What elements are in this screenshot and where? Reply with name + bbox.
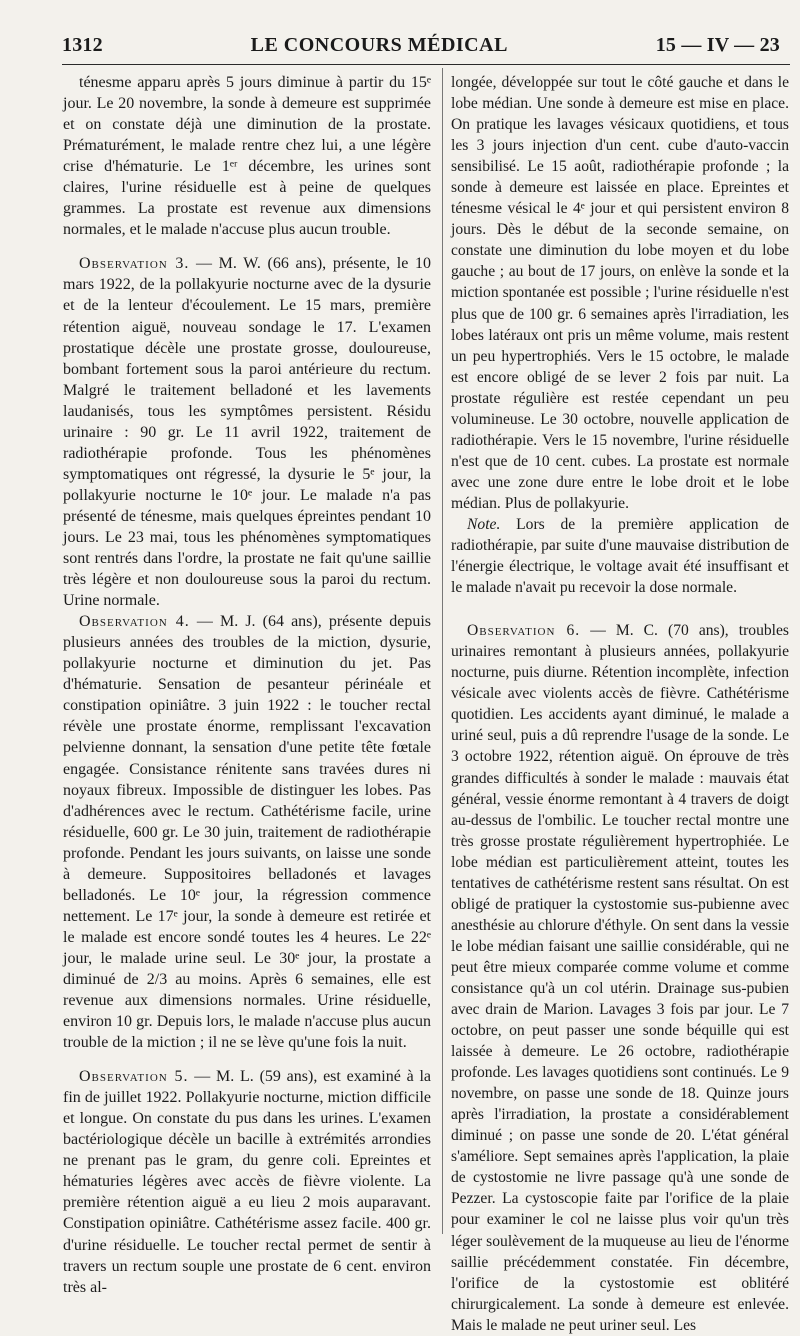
left-column <box>63 72 431 1298</box>
observation-4-label: Observation 4. <box>79 613 190 631</box>
journal-title: LE CONCOURS MÉDICAL <box>250 33 508 56</box>
observation-5-label: Observation 5. <box>79 1068 189 1086</box>
observation-6 <box>451 620 789 1336</box>
observation-5 <box>63 1066 431 1298</box>
observation-3-label: Observation 3. <box>79 255 190 273</box>
observation-4 <box>63 611 431 1053</box>
note-text: Lors de la première application de radiothérapie, par suite d'une mauvaise distribution de l'énergie électrique, le voltage avait été insuffisant et le malade n'avait pu recevoir la dose normale. <box>451 515 789 597</box>
observation-6-text: — M. C. (70 ans), troubles urinaires remontant à plusieurs années, pollakyurie nocturne, puis diurne. Rétention incomplète, infection vésicale avec violents accès de fièvre. Cathétérisme quotidien. Les accidents ayant diminué, le malade a uriné seul, puis a dû reprendre l'usage de la sonde. Le 3 octobre 1922, rétention aiguë. On éprouve de très grandes difficultés à sonder le malade : mauvais état général, vessie énorme remontant à 4 travers de doigt au-dessus de l'ombilic. Le toucher rectal montre une très grosse prostate régulièrement hypertrophiée. Le lobe médian est particulièrement atteint, toutes les tentatives de cathétérisme restent sans résultat. On est obligé de pratiquer la cystostomie sus-pubienne avec anesthésie au chlorure d'éthyle. On sent dans la vessie le lobe médian faisant une saillie considérable, qui ne peut être mieux comparée comme volume et comme consistance qu'à un col utérin. Drainage sus-pubien avec drain de Marion. Lavages 3 fois par jour. Le 7 octobre, on peut passer une sonde béquille qui est laissée à demeure. Le 26 octobre, radiothérapie profonde. Les lavages quotidiens sont continués. Le 9 novembre, on passe une sonde de 18. Quinze jours après l'irradiation, la prostate a considérablement diminué ; on passe une sonde de 20. L'état général s'améliore. Sept semaines après l'application, la plaie de cystostomie ne livre passage qu'à une sonde de Pezzer. La cystoscopie faite par l'orifice de la plaie pour examiner le col ne laisse plus voir qu'un très léger soulèvement de la muqueuse au lieu de l'énorme saillie précédemment constatée. Fin décembre, l'orifice de la cystostomie est oblitéré chirurgicalement. La sonde à demeure est enlevée. Mais le malade ne peut uriner seul. Les <box>451 622 789 1334</box>
note <box>451 514 789 598</box>
paragraph-continuation: ténesme apparu après 5 jours diminue à partir du 15ᵉ jour. Le 20 novembre, la sonde à demeure est supprimée et on constate déjà une diminution de la prostate. Prématurément, le malade rentre chez lui, a une légère crise d'hématurie. Le 1ᵉʳ décembre, les urines sont claires, l'urine résiduelle est à peine de quelques grammes. La prostate est revenue aux dimensions normales, et le malade n'accuse plus aucun trouble. <box>63 74 431 239</box>
observation-4-text: — M. J. (64 ans), présente depuis plusieurs années des troubles de la miction, dysurie, pollakyurie nocturne et diminution du jet. Pas d'hématurie. Sensation de pesanteur périnéale et constipation opiniâtre. 3 juin 1922 : le toucher rectal révèle une prostate énorme, remplissant l'excavation pelvienne donnant, la sensation d'une petite tête fœtale engagée. Consistance rénitente sans travées dures ni noyaux fibreux. Impossible de distinguer les lobes. Pas d'adhérences avec le rectum. Cathétérisme facile, urine résiduelle, 600 gr. Le 30 juin, traitement de radiothérapie profonde. Pendant les jours suivants, on laisse une sonde à demeure. Suppositoires belladonés et lavages belladonés. Le 10ᵉ jour, la régression commence nettement. Le 17ᵉ jour, la sonde à demeure est retirée et le malade est encore sondé toutes les 4 heures. Le 22ᵉ jour, le malade urine seul. Le 30ᵉ jour, la prostate a diminué de 2/3 au moins. Après 6 semaines, elle est revenue aux dimensions normales. Urine résiduelle, environ 10 gr. Depuis lors, le malade n'accuse plus aucun trouble de la miction ; il ne se lève qu'une fois la nuit. <box>63 613 431 1052</box>
page-header <box>62 30 780 60</box>
observation-3 <box>63 253 431 611</box>
header-rule <box>62 64 790 65</box>
observation-3-text: — M. W. (66 ans), présente, le 10 mars 1922, de la pollakyurie nocturne avec de la dysurie et de la lenteur d'écoulement. Le 15 mars, première rétention aiguë, nouveau sondage le 17. L'examen prostatique décèle une prostate grosse, douloureuse, bombant fortement sous la paroi antérieure du rectum. Malgré le traitement belladoné et les lavements laudanisés, tous les symptômes persistent. Résidu urinaire : 90 gr. Le 11 avril 1922, traitement de radiothérapie profonde. Tous les phénomènes symptomatiques ont régressé, la dysurie le 5ᵉ jour, la pollakyurie nocturne le 10ᵉ jour. Le malade n'a pas présenté de ténesme, mais quelques épreintes pendant 10 jours. Le 23 mai, tous les phénomènes symptomatiques sont rentrés dans l'ordre, la prostate ne fait qu'une saillie très légère et non douloureuse sous la paroi du rectum. Urine normale. <box>63 255 431 610</box>
note-label: Note. <box>467 515 501 533</box>
page-number: 1312 <box>62 33 103 56</box>
issue-date: 15 — IV — 23 <box>655 33 780 56</box>
observation-5-continuation: longée, développée sur tout le côté gauche et dans le lobe médian. Une sonde à demeure est mise en place. On pratique les lavages vésicaux quotidiens, et tous les 3 jours injection d'un cent. cube d'auto-vaccin sensibilisé. Le 15 août, radiothérapie profonde ; la sonde à demeure est laissée en place. Epreintes et ténesme vésical le 4ᵉ jour et qui persistent environ 8 jours. Dès le début de la seconde semaine, on constate une diminution du lobe moyen et du lobe gauche ; au bout de 17 jours, on enlève la sonde et la miction spontanée est possible ; l'urine résiduelle n'est plus que de 100 gr. 6 semaines après l'irradiation, les lobes latéraux ont pris un même volume, mais restent un peu hypertrophiés. Vers le 15 octobre, le malade est encore obligé de se lever 2 fois par nuit. La prostate régulière est restée cependant un peu volumineuse. Le 30 octobre, nouvelle application de radiothérapie. Vers le 15 novembre, l'urine résiduelle n'est que de 10 cent. cubes. La prostate est normale avec une zone dure entre le lobe droit et le lobe médian. Plus de pollakyurie. <box>451 74 789 512</box>
column-separator <box>442 68 443 1234</box>
observation-5-text: — M. L. (59 ans), est examiné à la fin de juillet 1922. Pollakyurie nocturne, miction difficile et longue. On constate du pus dans les urines. L'examen bactériologique décèle un bacille à extrémités arrondies ne prenant pas le gram, du genre coli. Epreintes et hématuries légères avec accès de fièvre violente. La première rétention aiguë a eu lieu 2 mois auparavant. Constipation opiniâtre. Cathétérisme assez facile. 400 gr. d'urine résiduelle. Le toucher rectal permet de sentir à travers un rectum souple une prostate de 6 cent. environ très al- <box>63 1068 432 1296</box>
right-column <box>451 72 789 1336</box>
observation-6-label: Observation 6. <box>467 622 581 640</box>
